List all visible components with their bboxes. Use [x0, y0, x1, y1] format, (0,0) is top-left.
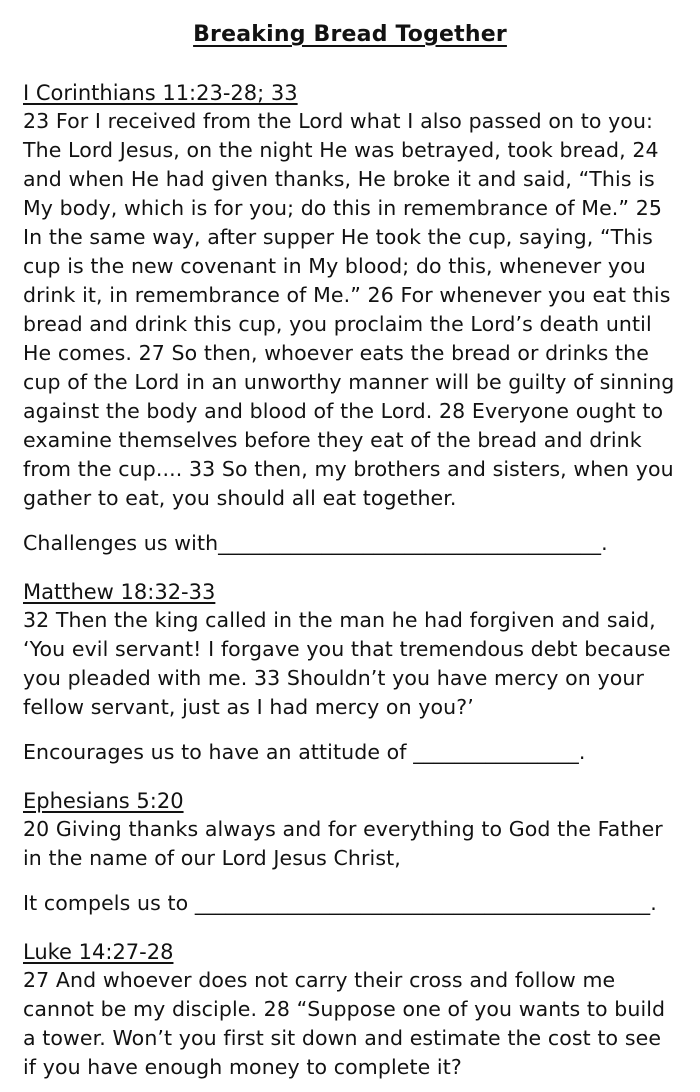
scripture-passage: 23 For I received from the Lord what I also passed on to you: The Lord Jesus, on the night He was betrayed, took bread, 24 and when He had given thanks, He broke it and said, “This is My body, which is for you; do this in remembrance of Me.” 25 In the same way, after supper He took the cup, saying, “This cup is the new covenant in My blood; do this, whenever you drink it, in remembrance of Me.” 26 For whenever you eat this bread and drink this cup, you proclaim the Lord’s death until He comes. 27 So then, whoever eats the bread or drinks the cup of the Lord in an unworthy manner will be guilty of sinning against the body and blood of the Lord. 28 Everyone ought to examine themselves before they eat of the bread and drink from the cup.... 33 So then, my brothers and sisters, when you gather to eat, you should all eat together. [23, 109, 675, 510]
section-ephesians [23, 789, 677, 918]
scripture-passage: 20 Giving thanks always and for everything to God the Father in the name of our Lord Jesus Christ, [23, 817, 663, 870]
scripture-passage: 27 And whoever does not carry their cross and follow me cannot be my disciple. 28 “Suppose one of you wants to build a tower. Won’t you first sit down and estimate the cost to see if you have enough money to complete it? [23, 968, 666, 1079]
scripture-passage: 32 Then the king called in the man he had forgiven and said, ‘You evil servant! I forgave you that tremendous debt because you pleaded with me. 33 Shouldn’t you have mercy on your fellow servant, just as I had mercy on you?’ [23, 608, 671, 719]
scripture-reference-heading: Luke 14:27-28 [23, 940, 174, 964]
section-matthew [23, 580, 677, 767]
scripture-reference-heading: I Corinthians 11:23-28; 33 [23, 81, 298, 105]
section-corinthians [23, 81, 677, 558]
fill-in-blank-line: Encourages us to have an attitude of ________________. [23, 740, 586, 764]
fill-in-blank-line: Challenges us with_____________________________________. [23, 531, 608, 555]
scripture-reference-heading: Ephesians 5:20 [23, 789, 184, 813]
fill-in-blank-line: It compels us to ____________________________________________. [23, 891, 657, 915]
section-luke [23, 940, 677, 1082]
scripture-reference-heading: Matthew 18:32-33 [23, 580, 216, 604]
page-title: Breaking Bread Together [193, 22, 507, 47]
